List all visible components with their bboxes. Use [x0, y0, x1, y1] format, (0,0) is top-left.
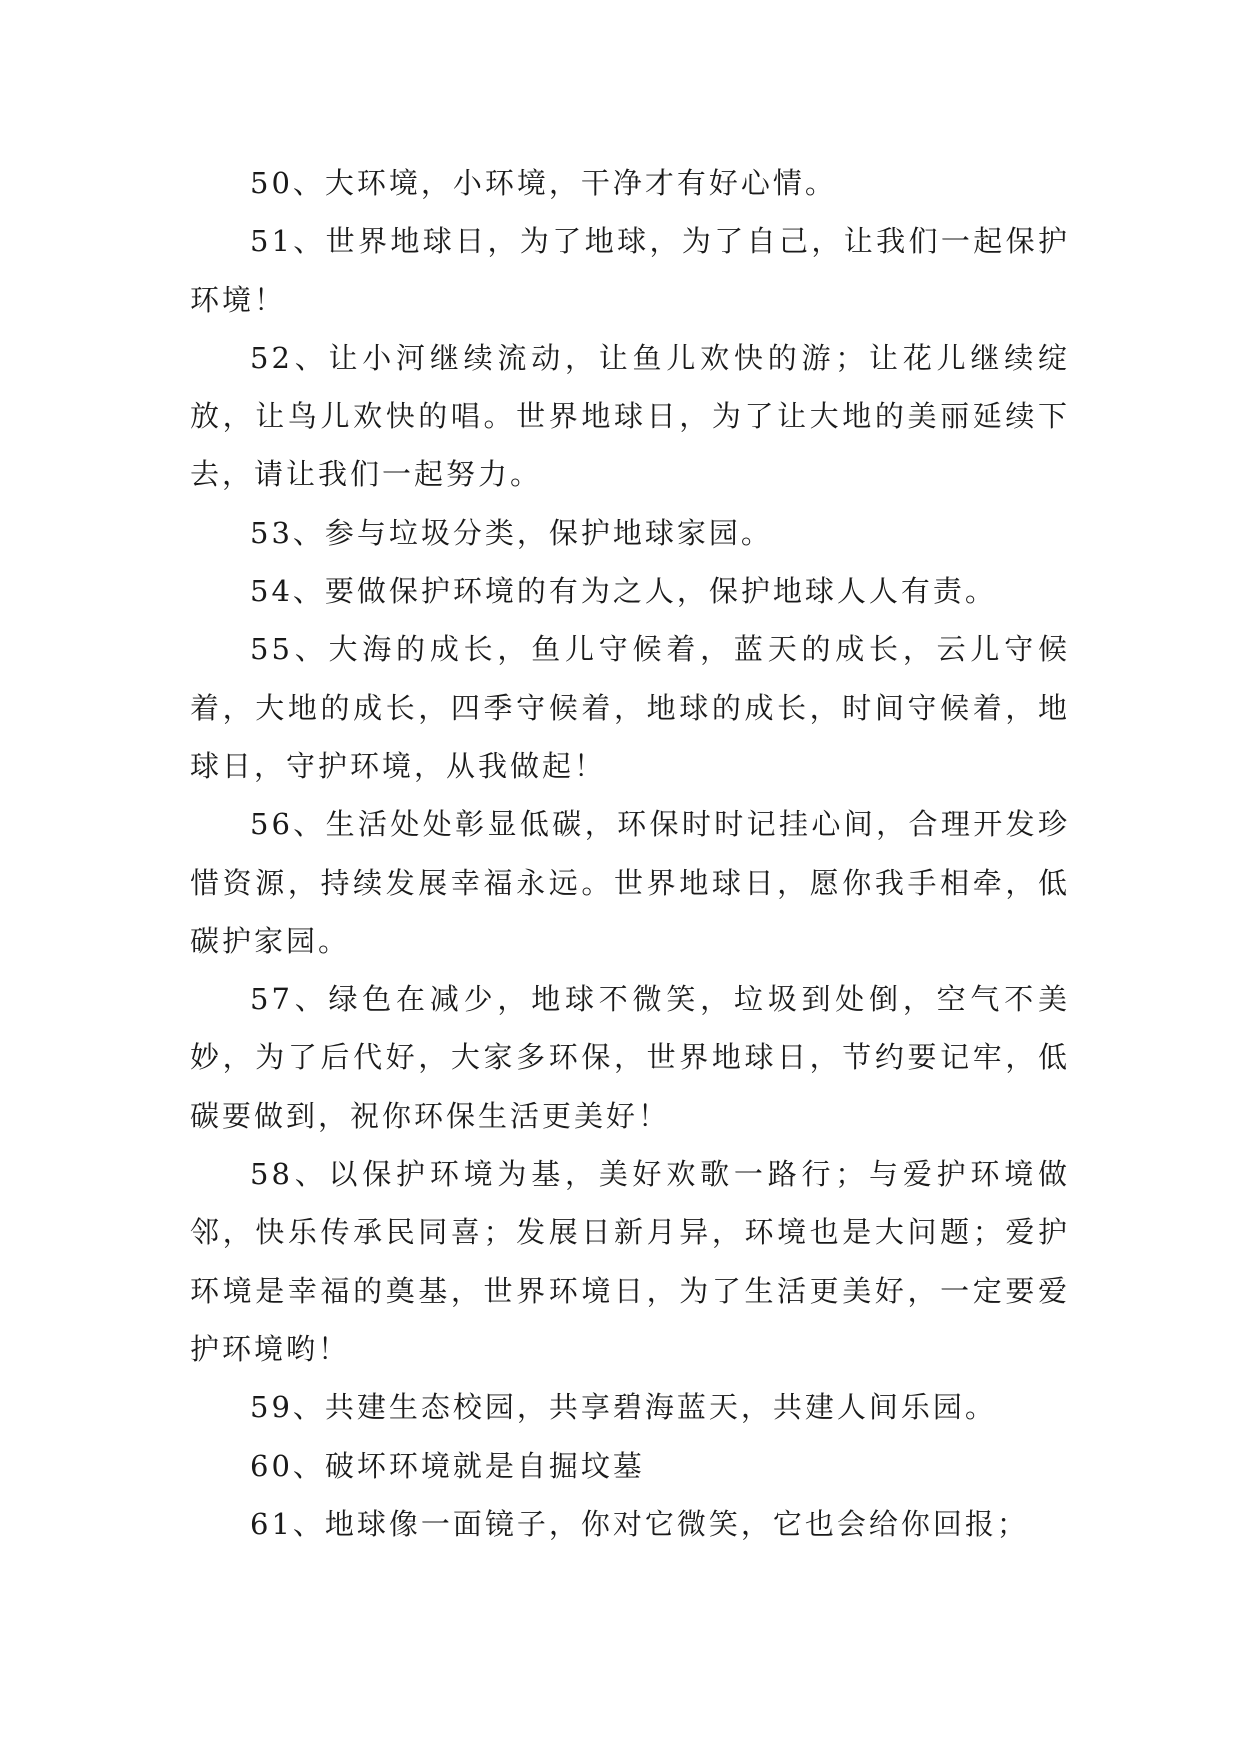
paragraph-54: 54、要做保护环境的有为之人，保护地球人人有责。: [250, 574, 997, 609]
paragraph-51: 51、世界地球日，为了地球，为了自己，让我们一起保护环境！: [190, 224, 1070, 317]
paragraph-55: 55、大海的成长，鱼儿守候着，蓝天的成长，云儿守候着，大地的成长，四季守候着，地球的成长，时间守候着，地球日，守护环境，从我做起！: [190, 632, 1070, 783]
paragraph-57: 57、绿色在减少，地球不微笑，垃圾到处倒，空气不美妙，为了后代好，大家多环保，世界地球日，节约要记牢，低碳要做到，祝你环保生活更美好！: [190, 982, 1070, 1133]
paragraph-59: 59、共建生态校园，共享碧海蓝天，共建人间乐园。: [250, 1390, 997, 1425]
paragraph-58: 58、以保护环境为基，美好欢歌一路行；与爱护环境做邻，快乐传承民同喜；发展日新月异，环境也是大问题；爱护环境是幸福的奠基，世界环境日，为了生活更美好，一定要爱护环境哟！: [190, 1157, 1070, 1366]
document-body: [190, 154, 1070, 1553]
paragraph-61: 61、地球像一面镜子，你对它微笑，它也会给你回报；: [250, 1506, 1029, 1541]
paragraph-60: 60、破坏环境就是自掘坟墓: [250, 1448, 645, 1483]
paragraph-53: 53、参与垃圾分类，保护地球家园。: [250, 515, 773, 550]
paragraph-50: 50、大环境，小环境，干净才有好心情。: [250, 166, 837, 200]
paragraph-56: 56、生活处处彰显低碳，环保时时记挂心间，合理开发珍惜资源，持续发展幸福永远。世界地球日，愿你我手相牵，低碳护家园。: [190, 807, 1070, 958]
paragraph-52: 52、让小河继续流动，让鱼儿欢快的游；让花儿继续绽放，让鸟儿欢快的唱。世界地球日，为了让大地的美丽延续下去，请让我们一起努力。: [190, 340, 1070, 492]
